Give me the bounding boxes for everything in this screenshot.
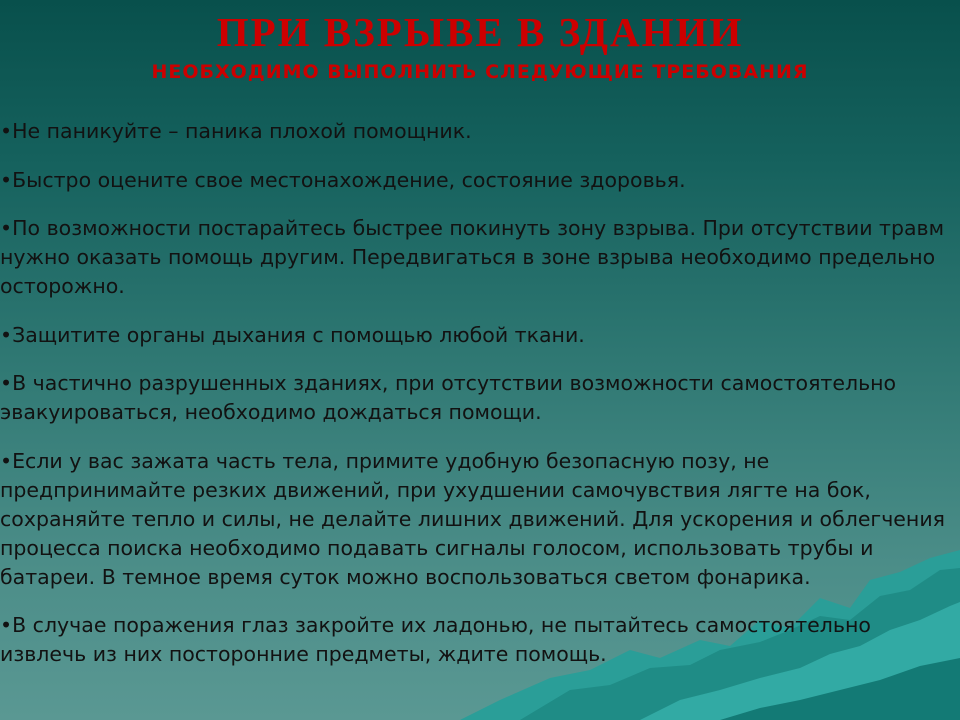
bullet-marker: •	[0, 322, 13, 347]
bullet-item	[0, 611, 955, 669]
bullet-text: Быстро оцените свое местонахождение, состояние здоровья.	[12, 167, 686, 192]
bullet-item	[0, 369, 955, 427]
slide-title: ПРИ ВЗРЫВЕ В ЗДАНИИ	[216, 9, 744, 55]
bullet-item	[0, 166, 955, 195]
bullet-text: Не паникуйте – паника плохой помощник.	[12, 119, 472, 143]
bullet-item	[0, 321, 955, 350]
bullet-marker: •	[0, 613, 13, 637]
bullet-item	[0, 214, 955, 301]
bullet-marker: •	[0, 216, 13, 240]
bullet-text: По возможности постарайтесь быстрее покинуть зону взрыва. При отсутствии травм нужно оказать помощь другим. Передвигаться в зоне взрыва необходимо предельно осторожно.	[0, 216, 945, 298]
bullet-text: В случае поражения глаз закройте их ладонью, не пытайтесь самостоятельно извлечь из них посторонние предметы, ждите помощь.	[0, 613, 871, 666]
bullet-item	[0, 447, 955, 592]
bullet-marker: •	[0, 167, 13, 192]
bullet-text: В частично разрушенных зданиях, при отсутствии возможности самостоятельно эвакуироваться, необходимо дождаться помощи.	[0, 371, 897, 424]
bullet-marker: •	[0, 119, 13, 143]
bullet-text: Защитите органы дыхания с помощью любой ткани.	[12, 322, 585, 347]
bullet-item	[0, 117, 955, 146]
bullet-marker: •	[0, 371, 13, 395]
bullet-list	[0, 117, 955, 689]
bullet-text: Если у вас зажата часть тела, примите удобную безопасную позу, не предпринимайте резких движений, при ухудшении самочувствия лягте на бок, сохраняйте тепло и силы, не делайте лишних движений. Для ускорения и облегчения процесса поиска необходимо подавать сигналы голосом, использовать трубы и батареи. В темное время суток можно воспользоваться светом фонарика.	[0, 448, 945, 589]
bullet-marker: •	[0, 448, 13, 473]
slide-subtitle: НЕОБХОДИМО ВЫПОЛНИТЬ СЛЕДУЮЩИЕ ТРЕБОВАНИЯ	[151, 61, 809, 83]
